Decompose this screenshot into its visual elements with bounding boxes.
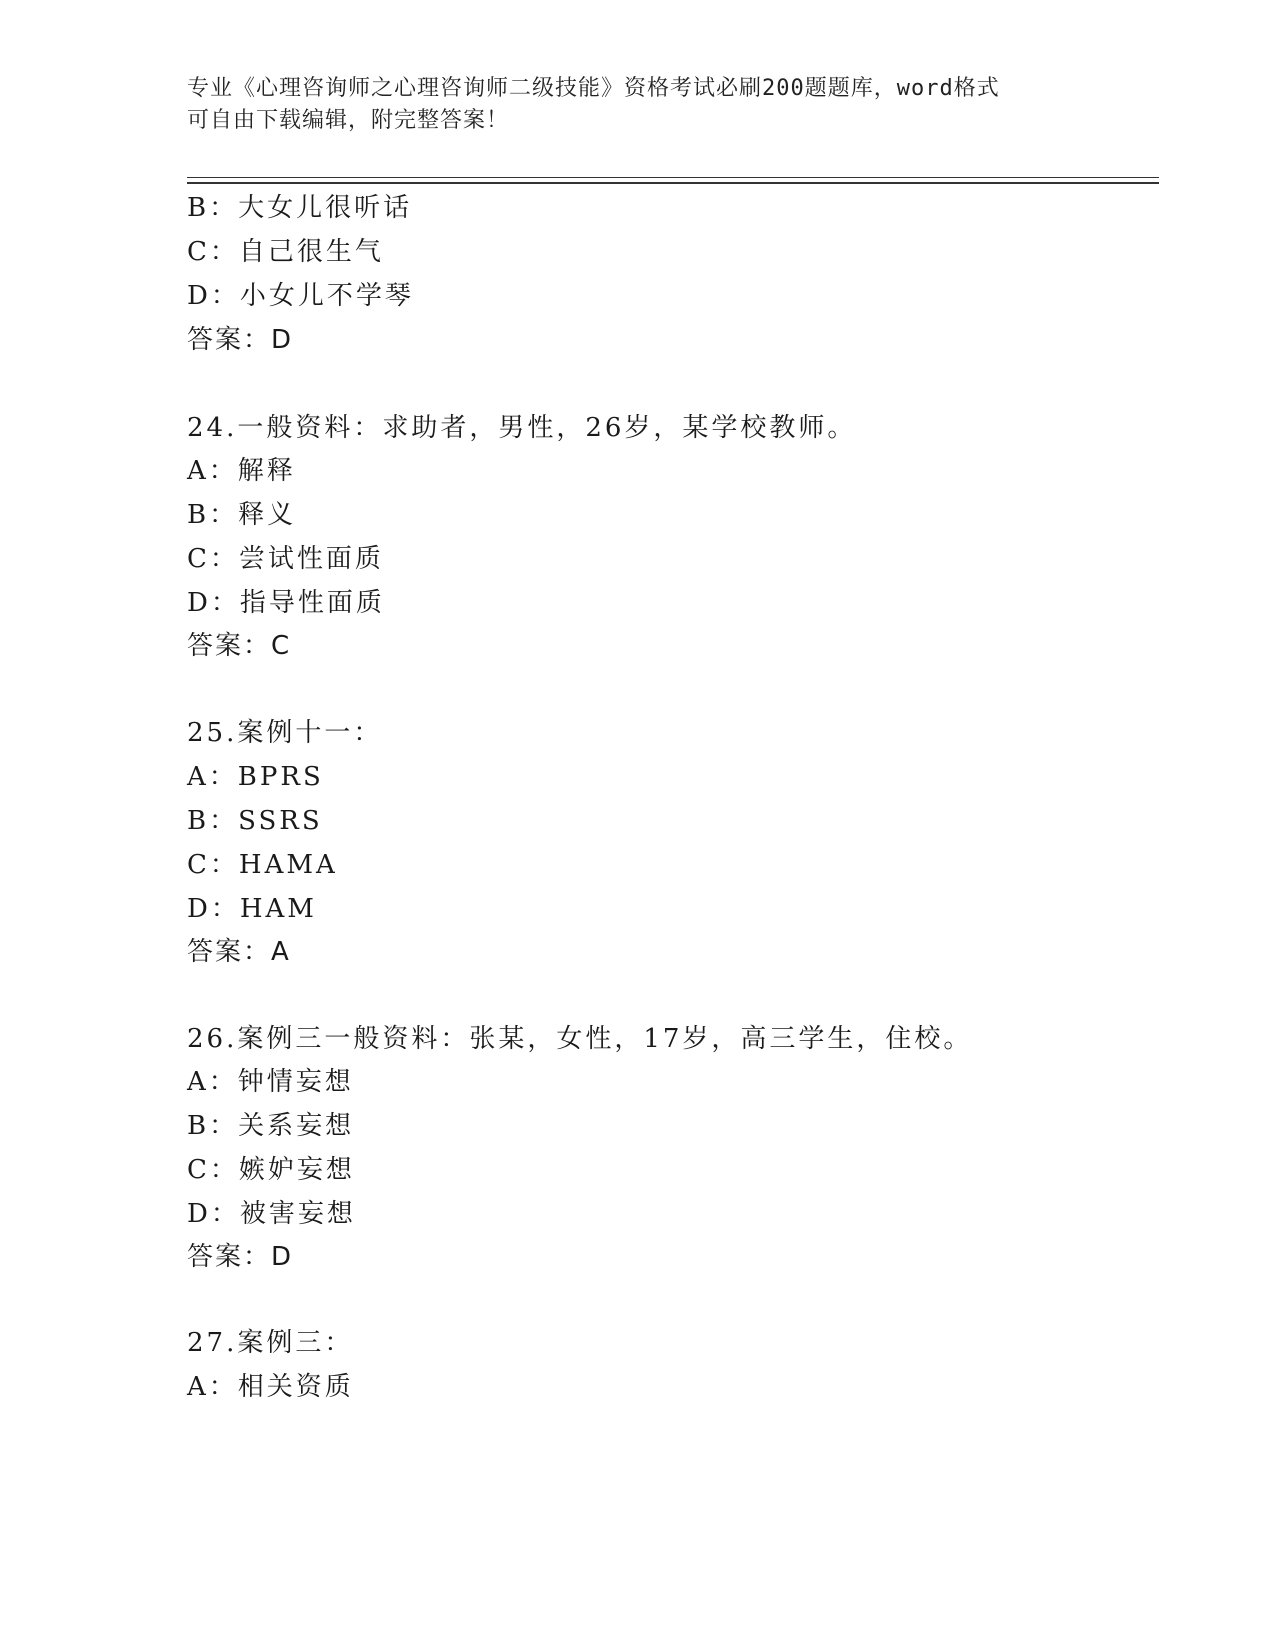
q24-answer: 答案：C: [187, 631, 292, 661]
q26-stem: 26.案例三一般资料：张某，女性，17岁，高三学生，住校。: [187, 1024, 973, 1054]
q26-option-a: A：钟情妄想: [187, 1067, 354, 1097]
q23-option-c: C：自己很生气: [187, 237, 384, 267]
q25-stem: 25.案例十一：: [187, 718, 383, 748]
q26-option-c: C：嫉妒妄想: [187, 1155, 355, 1185]
q23-option-b: B：大女儿很听话: [187, 193, 413, 223]
header-divider-thin: [187, 177, 1159, 178]
document-header: [187, 73, 1087, 137]
q25-option-a: A：BPRS: [187, 762, 324, 792]
q24-option-c: C：尝试性面质: [187, 544, 384, 574]
q23-answer: 答案：D: [187, 325, 294, 355]
q24-option-d: D：指导性面质: [187, 588, 385, 618]
q24-option-a: A：解释: [187, 456, 296, 486]
q27-option-a: A：相关资质: [187, 1372, 354, 1402]
q24-option-b: B：释义: [187, 500, 297, 530]
q25-option-d: D：HAM: [187, 894, 317, 924]
q26-option-d: D：被害妄想: [187, 1199, 356, 1229]
header-divider-thick: [187, 182, 1159, 184]
q27-stem: 27.案例三：: [187, 1328, 354, 1358]
q26-answer: 答案：D: [187, 1242, 294, 1272]
q24-stem: 24.一般资料：求助者，男性，26岁，某学校教师。: [187, 413, 857, 443]
header-line-2: 可自由下载编辑，附完整答案！: [187, 108, 510, 133]
q25-option-c: C：HAMA: [187, 850, 338, 880]
q25-answer: 答案：A: [187, 937, 291, 967]
q25-option-b: B：SSRS: [187, 806, 323, 836]
header-line-1: 专业《心理咨询师之心理咨询师二级技能》资格考试必刷200题题库，word格式: [187, 76, 1000, 101]
q23-option-d: D：小女儿不学琴: [187, 281, 414, 311]
q26-option-b: B：关系妄想: [187, 1111, 355, 1141]
